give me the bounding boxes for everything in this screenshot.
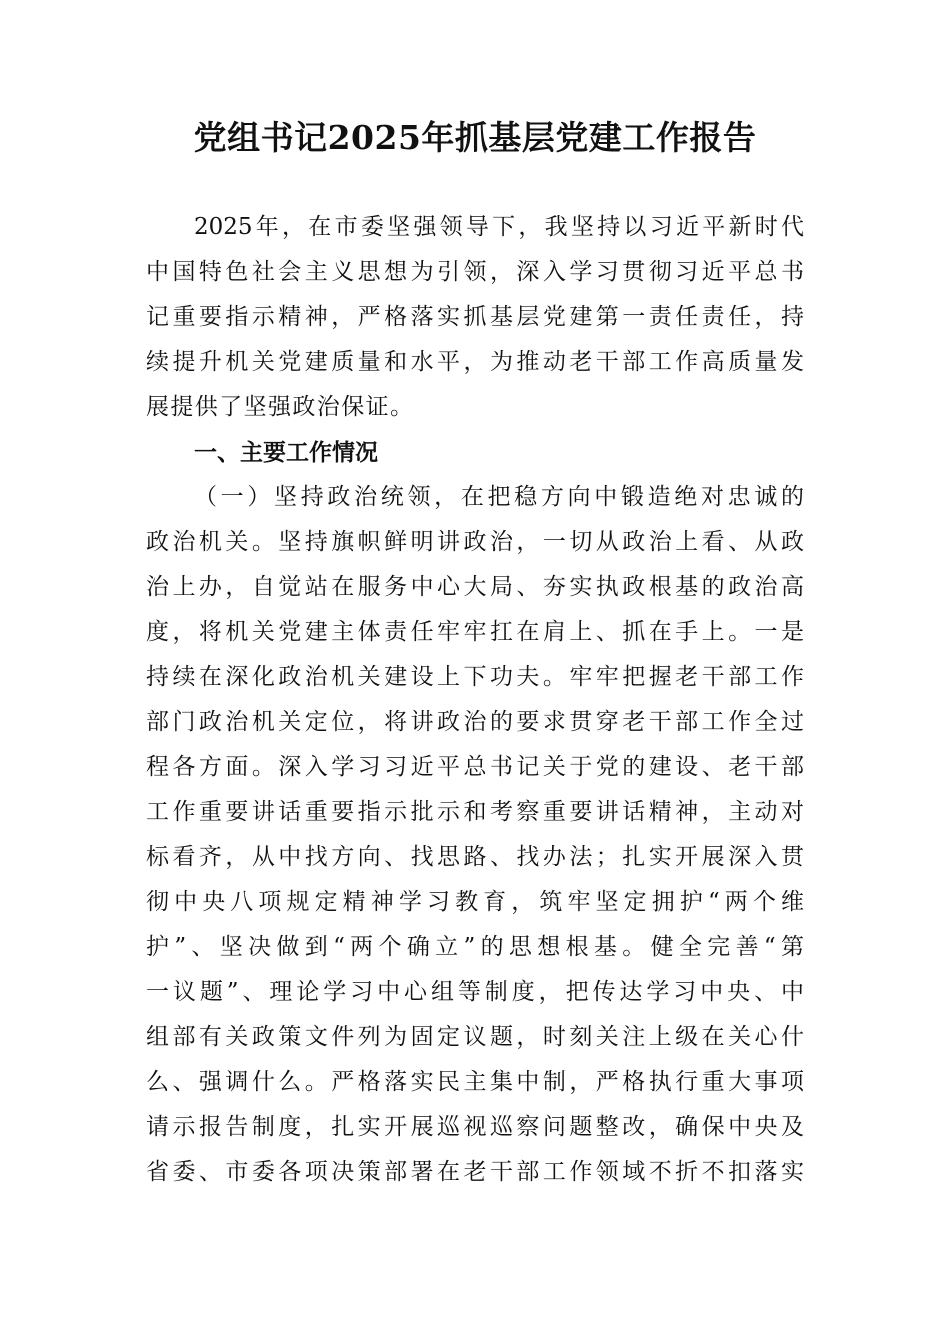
body-line: 持续在深化政治机关建设上下功夫。牢牢把握老干部工作 bbox=[146, 664, 804, 690]
body-line: 彻中央八项规定精神学习教育，筑牢坚定拥护“两个维 bbox=[146, 889, 804, 915]
body-line: 一议题”、理论学习中心组等制度，把传达学习中央、中 bbox=[146, 979, 804, 1005]
body-line: 组部有关政策文件列为固定议题，时刻关注上级在关心什 bbox=[146, 1024, 804, 1050]
body-line: 省委、市委各项决策部署在老干部工作领域不折不扣落实 bbox=[146, 1159, 804, 1185]
intro-line: 展提供了坚强政治保证。 bbox=[146, 394, 415, 420]
body-line: 么、强调什么。严格落实民主集中制，严格执行重大事项 bbox=[146, 1069, 804, 1095]
body-line: 请示报告制度，扎实开展巡视巡察问题整改，确保中央及 bbox=[146, 1114, 804, 1140]
body-line: 标看齐，从中找方向、找思路、找办法；扎实开展深入贯 bbox=[146, 844, 804, 870]
intro-line: 记重要指示精神，严格落实抓基层党建第一责任责任，持 bbox=[146, 304, 804, 330]
intro-line: 续提升机关党建质量和水平，为推动老干部工作高质量发 bbox=[146, 349, 804, 375]
document-title: 党组书记2025年抓基层党建工作报告 bbox=[193, 118, 757, 157]
body-line: 度，将机关党建主体责任牢牢扛在肩上、抓在手上。一是 bbox=[146, 619, 804, 645]
body-line: 工作重要讲话重要指示批示和考察重要讲话精神，主动对 bbox=[146, 799, 804, 825]
body-line: 部门政治机关定位，将讲政治的要求贯穿老干部工作全过 bbox=[146, 709, 804, 735]
section-heading: 一、主要工作情况 bbox=[194, 440, 378, 466]
body-line: 程各方面。深入学习习近平总书记关于党的建设、老干部 bbox=[146, 754, 804, 780]
intro-line: 中国特色社会主义思想为引领，深入学习贯彻习近平总书 bbox=[146, 259, 804, 285]
body-line: （一）坚持政治统领，在把稳方向中锻造绝对忠诚的 bbox=[194, 484, 804, 510]
intro-line: 2025年，在市委坚强领导下，我坚持以习近平新时代 bbox=[194, 214, 804, 240]
body-line: 政治机关。坚持旗帜鲜明讲政治，一切从政治上看、从政 bbox=[146, 529, 804, 555]
body-line: 护”、坚决做到“两个确立”的思想根基。健全完善“第 bbox=[146, 934, 804, 960]
body-line: 治上办，自觉站在服务中心大局、夯实执政根基的政治高 bbox=[146, 574, 804, 600]
